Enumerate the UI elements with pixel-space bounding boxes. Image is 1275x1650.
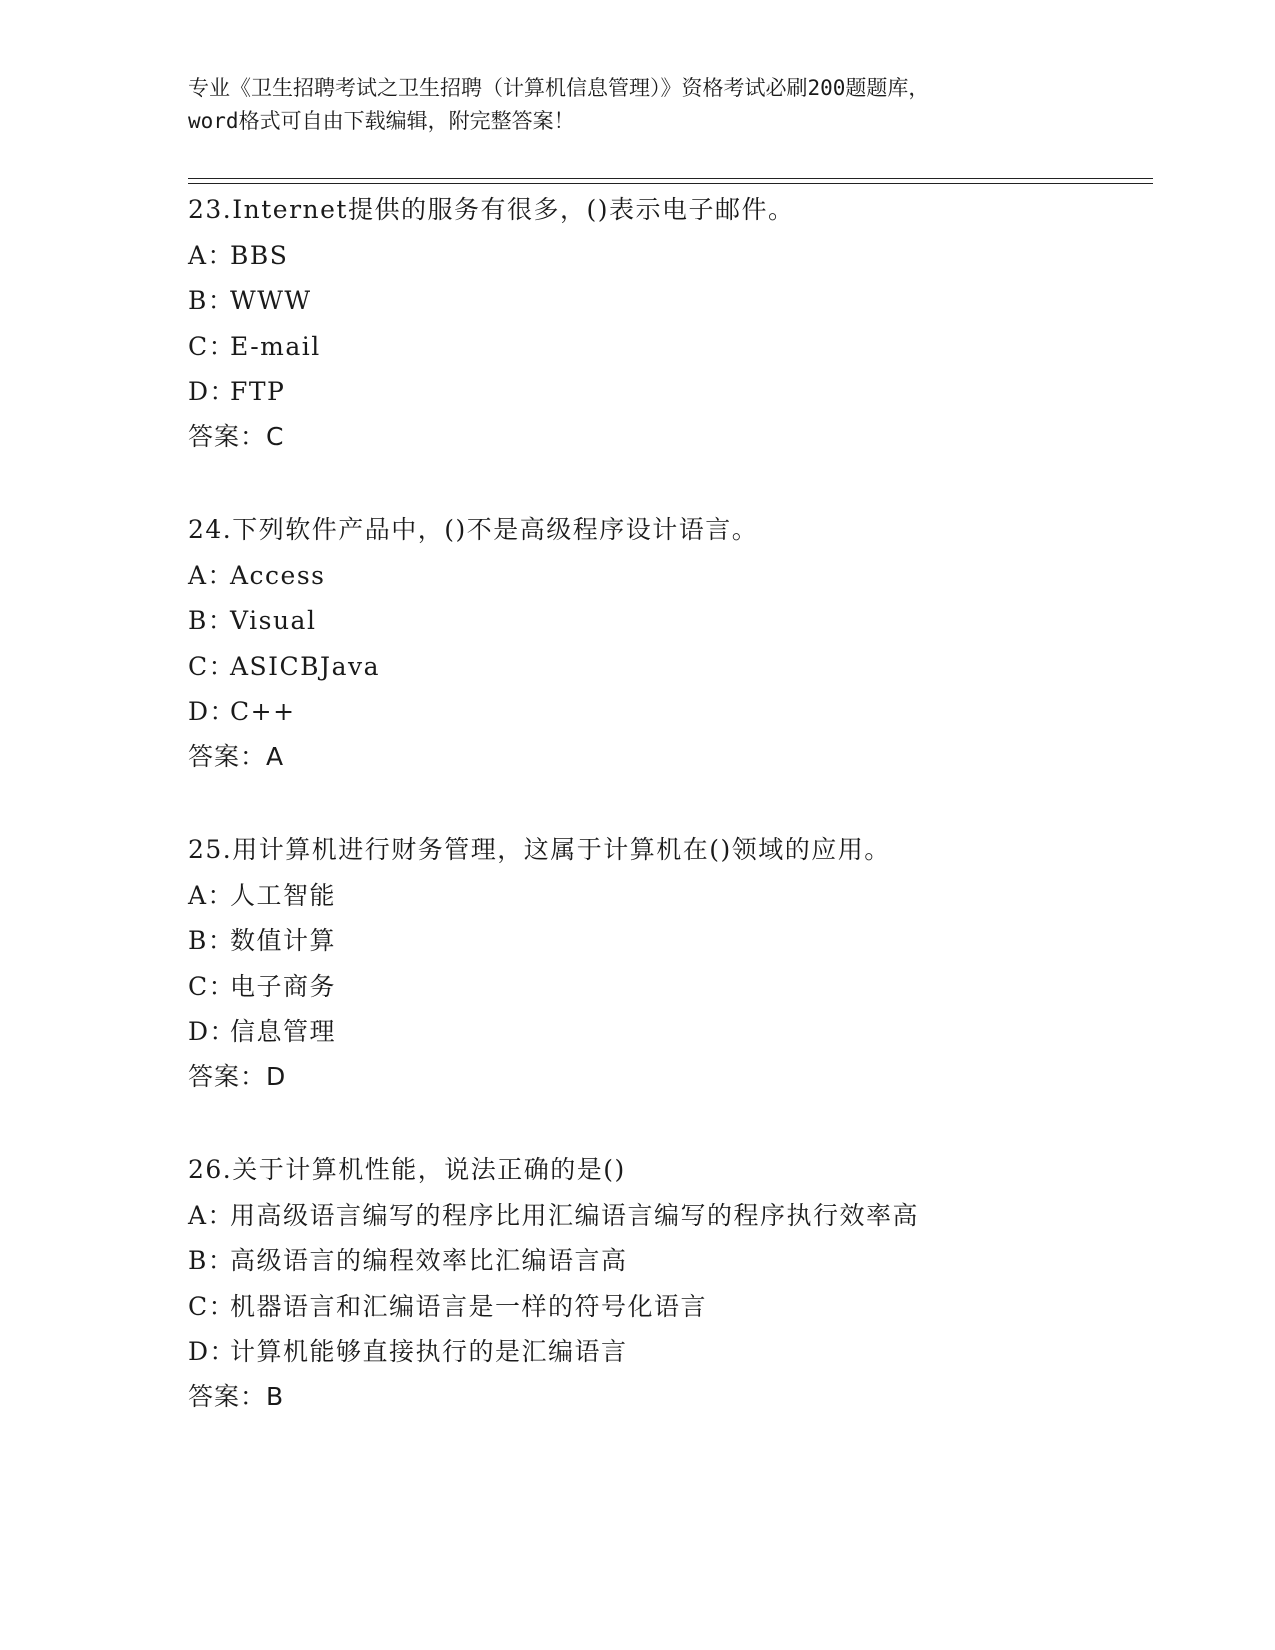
answer-line: 答案：B: [188, 1382, 285, 1411]
option-b: [188, 1243, 628, 1279]
option-b: [188, 603, 316, 639]
option-text: 信息管理: [230, 1017, 337, 1046]
answer-line: 答案：C: [188, 422, 285, 451]
question-stem: 23.Internet提供的服务有很多，()表示电子邮件。: [188, 195, 795, 224]
option-key: D：: [188, 1337, 237, 1366]
option-key: B：: [188, 1246, 235, 1275]
option-text: 人工智能: [230, 881, 337, 910]
option-d: [188, 374, 285, 410]
option-text: E-mail: [230, 332, 321, 361]
option-a: [188, 238, 288, 274]
option-key: A：: [188, 1201, 235, 1230]
option-c: [188, 969, 336, 1005]
option-text: 用高级语言编写的程序比用汇编语言编写的程序执行效率高: [230, 1201, 920, 1230]
option-d: [188, 1014, 336, 1050]
option-c: [188, 329, 321, 365]
option-d: [188, 694, 296, 730]
question-stem: 24.下列软件产品中，()不是高级程序设计语言。: [188, 515, 759, 544]
option-key: D：: [188, 377, 237, 406]
answer-line: 答案：D: [188, 1062, 287, 1091]
option-key: A：: [188, 561, 235, 590]
option-b: [188, 923, 336, 959]
option-a: [188, 1198, 919, 1234]
header-divider-bottom: [188, 183, 1153, 184]
document-header: [188, 72, 1088, 138]
option-d: [188, 1334, 628, 1370]
question-item: [188, 830, 1148, 1150]
option-key: A：: [188, 241, 235, 270]
option-key: B：: [188, 606, 235, 635]
option-c: [188, 649, 380, 685]
answer-line: 答案：A: [188, 742, 285, 771]
header-line-2: word格式可自由下载编辑，附完整答案！: [188, 109, 575, 133]
option-key: B：: [188, 286, 235, 315]
option-key: D：: [188, 697, 237, 726]
option-a: [188, 878, 336, 914]
question-list: [188, 190, 1148, 1470]
option-key: B：: [188, 926, 235, 955]
question-stem: 26.关于计算机性能，说法正确的是(): [188, 1155, 626, 1184]
option-text: 电子商务: [230, 972, 337, 1001]
option-key: C：: [188, 972, 236, 1001]
question-item: [188, 190, 1148, 510]
header-line-1: 专业《卫生招聘考试之卫生招聘（计算机信息管理）》资格考试必刷200题题库，: [188, 76, 930, 100]
option-key: C：: [188, 332, 236, 361]
question-item: [188, 510, 1148, 830]
option-text: FTP: [230, 377, 286, 406]
option-text: 高级语言的编程效率比汇编语言高: [230, 1246, 628, 1275]
option-text: WWW: [230, 286, 312, 315]
option-text: 机器语言和汇编语言是一样的符号化语言: [230, 1292, 708, 1321]
option-text: Visual: [230, 606, 317, 635]
option-b: [188, 283, 312, 319]
option-text: BBS: [230, 241, 289, 270]
option-text: ASICBJava: [230, 652, 381, 681]
option-c: [188, 1289, 707, 1325]
header-divider-top: [188, 178, 1153, 179]
option-text: Access: [230, 561, 326, 590]
option-text: 计算机能够直接执行的是汇编语言: [230, 1337, 628, 1366]
option-key: A：: [188, 881, 235, 910]
option-key: C：: [188, 652, 236, 681]
option-text: 数值计算: [230, 926, 337, 955]
option-key: C：: [188, 1292, 236, 1321]
question-stem: 25.用计算机进行财务管理，这属于计算机在()领域的应用。: [188, 835, 891, 864]
option-a: [188, 558, 326, 594]
option-key: D：: [188, 1017, 237, 1046]
question-item: [188, 1150, 1148, 1470]
option-text: C++: [230, 697, 296, 726]
